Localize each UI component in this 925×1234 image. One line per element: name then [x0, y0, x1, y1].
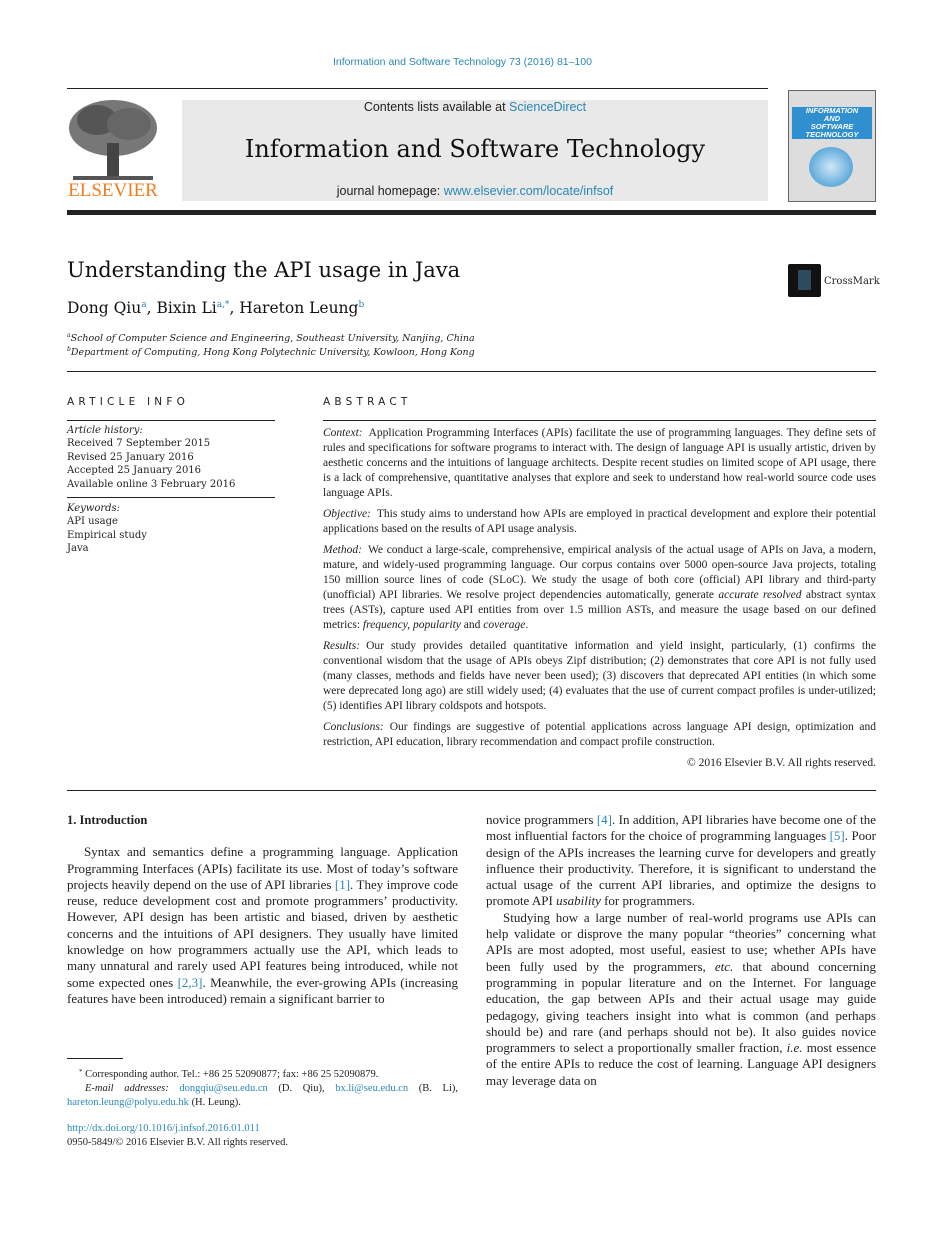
text-segment: Our findings are suggestive of potential applications across language API design, optimization and restriction, API education, library recommendation and compact profile construction.	[323, 721, 876, 748]
crossmark-icon[interactable]	[788, 264, 821, 297]
text-segment: etc.	[714, 958, 734, 974]
abstract-label: Conclusions:	[323, 721, 384, 733]
abstract-paragraph	[323, 426, 876, 501]
divider	[67, 497, 275, 498]
affiliation	[67, 344, 475, 359]
text-segment: We conduct a large-scale, comprehensive, empirical analysis of the actual usage of APIs on Java, a modern, mature, and widely-used programming language. Our corpus contains over 5000 open-source Java projects, totaling 150 million source lines of code (SLoC). We study the usage of both core (official) API library and third-party (unofficial) API libraries. We resolve project dependencies automatically, generate	[323, 544, 876, 601]
divider	[323, 420, 876, 421]
email-link[interactable]: bx.li@seu.edu.cn	[335, 1083, 409, 1094]
text-segment: abstract syntax trees (ASTs), capture used API entities from over 1.5 million ASTs, and measure the usage based on our defined metrics:	[323, 589, 876, 631]
email-label: E-mail addresses:	[85, 1083, 169, 1094]
tree-icon	[67, 98, 159, 183]
author-name: Bixin Li	[156, 299, 217, 317]
abstract-paragraph	[323, 543, 876, 633]
author-name: Hareton Leung	[239, 299, 359, 317]
article-title: Understanding the API usage in Java	[67, 258, 461, 282]
body-column-right	[486, 812, 876, 1089]
text-segment: i.e.	[786, 1040, 803, 1056]
history-item: Accepted 25 January 2016	[67, 465, 202, 477]
cover-title-line: AND	[792, 115, 872, 123]
issn: 0950-5849/© 2016 Elsevier B.V. All rights reserved.	[67, 1137, 288, 1148]
text-segment: . They improve code reuse, reduce development cost and promote programmers’ productivity. However, API design has been artistic and biased, driven by aesthetic concerns and the intuitions of API designers. They usually have limited knowledge on how programmers actually use the API, which leads to many unnatural and rarely used API features being introduced, while not some expected ones	[67, 876, 458, 990]
journal-banner	[182, 100, 768, 201]
text-segment: that abound concerning programming in popular literature and on the Internet. For language education, the gap between APIs and their actual usage may guide pedagogy, giving teachers insight into what is common (and perhaps should be) and rare (and perhaps should not be). It also guides novice programmers to select a proportionally smaller fraction,	[486, 958, 876, 1056]
text-segment: Studying how a large number of real-world programs use APIs can help validate or disprove the many popular “theories” concerning what APIs are most adopted, most useful, easiest to use; whether APIs have been fully used by the programmers,	[486, 909, 876, 974]
text-segment: accurate resolved	[718, 589, 802, 601]
keyword: Empirical study	[67, 529, 147, 541]
text-segment: usability	[556, 893, 601, 909]
journal-citation[interactable]: Information and Software Technology 73 (2016) 81–100	[333, 56, 592, 68]
body-column-left	[67, 812, 458, 1007]
section-heading: 1. Introduction	[67, 813, 148, 827]
abstract-label: Method:	[323, 544, 362, 556]
header-thick-rule	[67, 210, 876, 215]
abstract-label: Context:	[323, 427, 363, 439]
abstract-heading: ABSTRACT	[323, 396, 412, 408]
divider	[67, 371, 876, 372]
abstract	[323, 426, 876, 771]
citation-link[interactable]: [1]	[334, 876, 351, 892]
text-segment: novice programmers	[486, 812, 597, 827]
keywords	[67, 502, 147, 556]
text-segment: most essence of the entire APIs to reduce the cost of learning. Language API designers may leverage data on	[486, 1040, 876, 1088]
journal-cover	[788, 90, 876, 202]
sciencedirect-link[interactable]: ScienceDirect	[509, 100, 587, 114]
contents-text: Contents lists available at	[363, 100, 510, 114]
text-segment: . In addition, API libraries have become one of the most influential factors for the choice of programming languages	[486, 812, 876, 844]
text-segment: . Poor design of the APIs increases the learning curve for developers and greatly influence their productivity. Therefore, it is significant to understand the actual usage of the current API libraries, and optimize the designs to promote API	[486, 828, 876, 909]
affiliation-mark: b	[67, 346, 71, 353]
history-item: Revised 25 January 2016	[67, 451, 194, 463]
footnote-rule	[67, 1058, 123, 1059]
author-affiliation-mark[interactable]: a,*	[216, 300, 230, 310]
text-segment: This study aims to understand how APIs are employed in practical development and explore their potential applications based on the results of API usage analysis.	[323, 508, 876, 535]
cover-title-line: INFORMATION	[792, 107, 872, 115]
header-rule	[67, 88, 768, 89]
article-info-heading: ARTICLE INFO	[67, 396, 190, 408]
publisher-wordmark: ELSEVIER	[68, 180, 158, 201]
text-segment: coverage	[483, 619, 526, 631]
affiliation-mark: a	[67, 332, 71, 339]
author-affiliation-mark[interactable]: b	[358, 300, 365, 310]
abstract-label: Objective:	[323, 508, 371, 520]
divider	[67, 790, 876, 791]
keyword: API usage	[67, 516, 118, 528]
author-affiliation-mark[interactable]: a	[141, 300, 147, 310]
email-link[interactable]: hareton.leung@polyu.edu.hk	[67, 1097, 189, 1108]
history-item: Received 7 September 2015	[67, 438, 211, 450]
cover-title-line: TECHNOLOGY	[792, 131, 872, 139]
affiliation-text: School of Computer Science and Engineering, Southeast University, Nanjing, China	[70, 333, 475, 344]
corresponding-author: Corresponding author. Tel.: +86 25 52090877; fax: +86 25 52090879.	[85, 1069, 379, 1080]
doi-link[interactable]: http://dx.doi.org/10.1016/j.infsof.2016.01.011	[67, 1123, 260, 1134]
text-segment: frequency, popularity	[362, 619, 461, 631]
copyright: © 2016 Elsevier B.V. All rights reserved.	[687, 757, 876, 769]
email-owner: (D. Qiu),	[267, 1083, 336, 1094]
homepage-label: journal homepage:	[336, 184, 444, 198]
text-segment: .	[525, 619, 529, 631]
author-name: Dong Qiu	[67, 299, 142, 317]
email-owner: (B. Li),	[408, 1083, 458, 1094]
affiliation	[67, 330, 475, 345]
body-paragraph	[486, 910, 876, 1089]
text-segment: Syntax and semantics define a programming language. Application Programming Interfaces (APIs) facilitate its use. Most of today’s software projects heavily depend on the use of API libraries	[67, 844, 458, 892]
article-history	[67, 424, 235, 491]
cover-title-line: SOFTWARE	[792, 123, 872, 131]
email-owner: (H. Leung).	[188, 1097, 241, 1108]
text-segment: and	[460, 619, 484, 631]
citation-link[interactable]: [4]	[596, 812, 612, 827]
citation-link[interactable]: [2,3]	[177, 974, 203, 990]
divider	[67, 420, 275, 421]
cover-globe-icon	[809, 147, 853, 187]
abstract-paragraph	[323, 639, 876, 714]
email-link[interactable]: dongqiu@seu.edu.cn	[179, 1083, 268, 1094]
keyword: Java	[67, 543, 89, 555]
text-segment: Application Programming Interfaces (APIs) facilitate the use of programming languages. They define sets of rules and specifications for software programs to interact with. The design of language API is usually artistic, driven by aesthetic concerns and the intuitions of language architects. Despite recent studies on limited scope of API usage, there is a lack of comprehensive, quantitative analyses that explore and seek to understand how real-world source code uses language APIs.	[323, 427, 876, 499]
history-label: Article history:	[67, 425, 143, 436]
history-item: Available online 3 February 2016	[67, 478, 236, 490]
abstract-paragraph	[323, 507, 876, 537]
body-paragraph	[486, 812, 876, 910]
elsevier-logo	[67, 98, 159, 202]
author-list: Dong Qiu$^a$, Bixin $Li^{a,*}$, Hareton Leung$^b$	[67, 299, 365, 317]
text-segment: Our study provides detailed quantitative information and yield insight, particularly, (1) confirms the conventional wisdom that the usage of APIs obeys Zipf distribution; (2) demonstrates that core API is not fully used (many classes, methods and fields have never been used); (3) discovers that deprecated API entities (in which some were deprecated long ago) are still widely used; (4) evaluates that the use of current compact profiles is under-utilized; (5) identifies API library coldspots and hotspots.	[323, 640, 876, 712]
abstract-label: Results:	[323, 640, 361, 652]
crossmark-label[interactable]: CrossMark	[824, 276, 880, 287]
text-segment: for programmers.	[600, 893, 696, 909]
text-segment: . Meanwhile, the ever-growing APIs (increasing features have been introduced) remain a significant barrier to	[67, 974, 459, 1006]
body-paragraph	[67, 844, 458, 1007]
abstract-paragraph	[323, 720, 876, 750]
homepage-link[interactable]: www.elsevier.com/locate/infsof	[443, 184, 614, 198]
footnote: * Corresponding author. Tel.: +86 25 52090877; fax: +86 25 52090879. E-mail addresses: dongqiu@seu.edu.cn (D. Qiu), bx.li@seu.edu.cn (B. Li), hareton.leung@polyu.edu.hk (H. Leung). http://dx.doi.org/10.1016/j.infsof.2016.01.011 0950-5849/© 2016 Elsevier B.V. All rights reserved.	[67, 1068, 458, 1148]
journal-title: Information and Software Technology	[244, 135, 706, 163]
affiliation-text: Department of Computing, Hong Kong Polytechnic University, Kowloon, Hong Kong	[70, 347, 475, 358]
citation-link[interactable]: [5]	[829, 828, 845, 844]
keywords-label: Keywords:	[67, 503, 121, 514]
